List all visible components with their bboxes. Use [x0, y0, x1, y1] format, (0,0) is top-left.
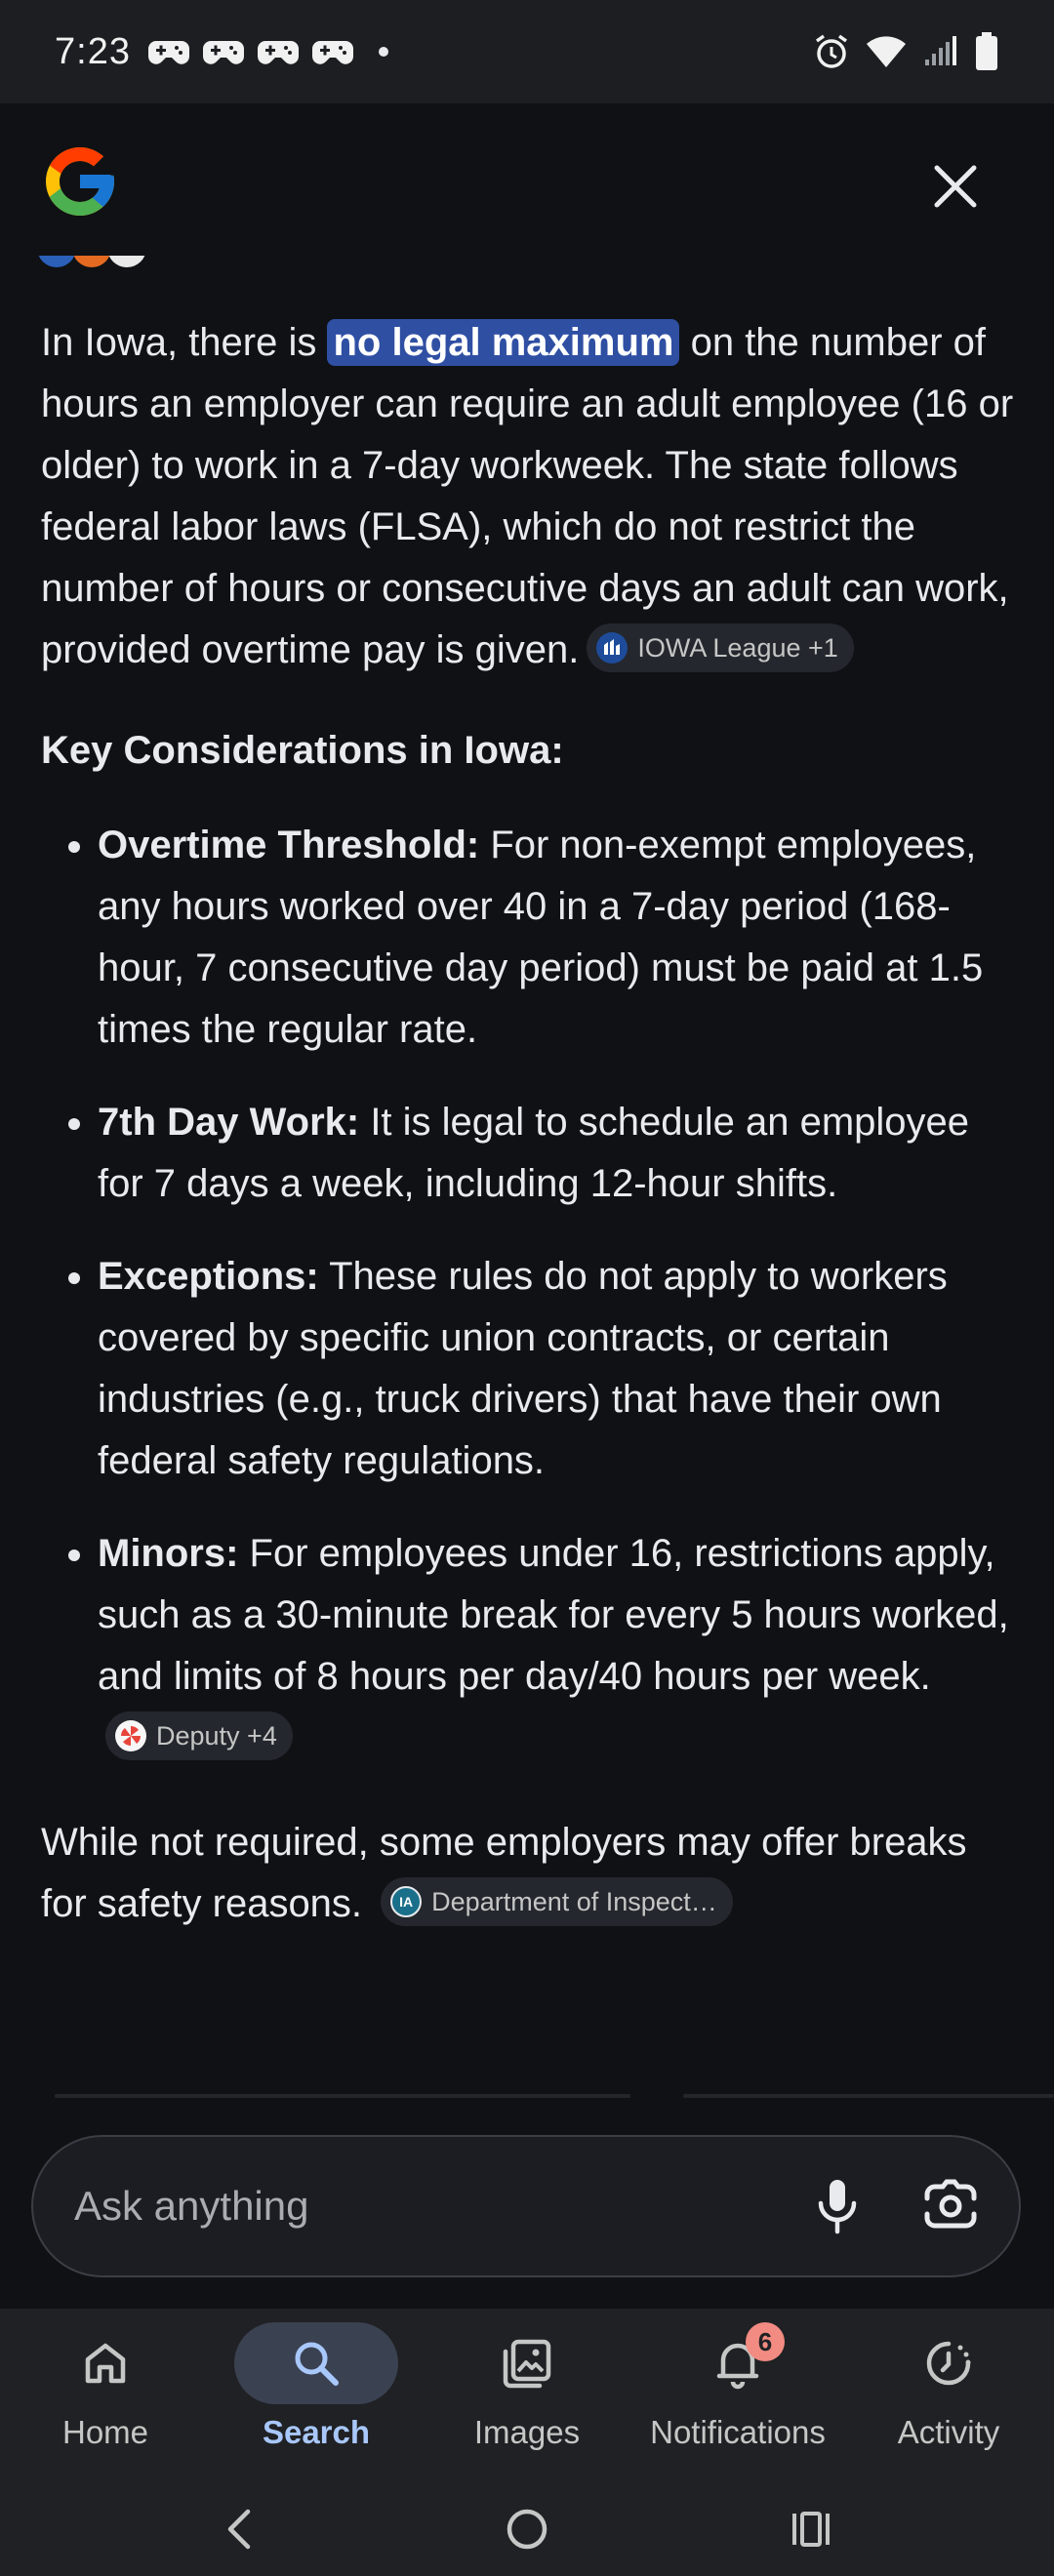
iowa-league-icon: [596, 632, 628, 664]
more-notifications-dot: [379, 47, 388, 57]
source-chip-iowa-league[interactable]: IOWA League +1: [587, 624, 853, 672]
home-circle-icon[interactable]: [506, 2508, 548, 2551]
carousel-divider: [683, 2094, 1054, 2098]
nav-notifications[interactable]: [632, 2322, 843, 2451]
answer-header: [0, 103, 1054, 260]
source-chip-deputy[interactable]: Deputy +4: [105, 1711, 293, 1760]
source-chip-department-inspections[interactable]: IA Department of Inspect…: [381, 1877, 733, 1926]
notification-count-badge: 6: [746, 2322, 785, 2361]
close-icon[interactable]: [927, 158, 984, 215]
google-g-logo: [39, 141, 121, 222]
department-inspections-icon: IA: [390, 1886, 422, 1917]
recent-apps-icon[interactable]: [789, 2510, 833, 2549]
wifi-icon: [865, 32, 908, 71]
nav-search[interactable]: [211, 2322, 422, 2451]
nav-label: Activity: [897, 2414, 1000, 2450]
status-time: 7:23: [55, 30, 131, 72]
closing-paragraph: While not required, some employers may offer breaks for safety reasons. IA Department of Inspect…: [41, 1821, 967, 1925]
nav-images[interactable]: [422, 2322, 632, 2451]
list-item: • Minors: For employees under 16, restrictions apply, such as a 30-minute break for every 5 hours worked, and limits of 8 hours per day/40 hours per week. Deputy +4: [98, 1523, 1017, 1769]
search-icon: [290, 2337, 343, 2390]
status-right-icons: [812, 31, 999, 72]
alarm-icon: [812, 32, 851, 71]
nav-activity[interactable]: [843, 2322, 1054, 2451]
bottom-nav: [0, 2309, 1054, 2576]
activity-icon: [921, 2336, 976, 2391]
carousel-divider: [55, 2094, 630, 2098]
home-icon: [80, 2338, 131, 2389]
nav-label: Notifications: [650, 2414, 826, 2450]
nav-label: Images: [473, 2414, 581, 2450]
intro-paragraph: In Iowa, there is no legal maximum on the number of hours an employer can require an adult employee (16 or older) to work in a 7-day workweek. The state follows federal labor laws (FLSA), which do not restrict the number of hours or consecutive days an adult can work, provided overtime pay is given. IOWA League +1: [41, 321, 1014, 671]
game-controller-icon: [258, 35, 299, 68]
source-avatars-peek: [35, 256, 152, 273]
game-controller-icon: [203, 35, 244, 68]
considerations-list: [41, 815, 1017, 1769]
list-item: • Overtime Threshold: For non-exempt employees, any hours worked over 40 in a 7-day period (168-hour, 7 consecutive day period) must be paid at 1.5 times the regular rate.: [98, 815, 1017, 1061]
nav-home[interactable]: [0, 2322, 211, 2451]
deputy-icon: [115, 1720, 146, 1751]
key-considerations-heading: Key Considerations in Iowa:: [41, 729, 564, 772]
cell-signal-icon: [921, 32, 960, 71]
game-controller-icon: [148, 35, 189, 68]
battery-icon: [974, 31, 999, 72]
ask-input[interactable]: [72, 2182, 812, 2231]
notification-icons: [148, 35, 388, 68]
game-controller-icon: [312, 35, 353, 68]
google-lens-icon[interactable]: [921, 2177, 980, 2235]
back-icon[interactable]: [221, 2508, 260, 2551]
status-bar: [0, 0, 1054, 103]
nav-label: Home: [61, 2414, 149, 2450]
nav-label: Search: [262, 2414, 371, 2450]
list-item: • 7th Day Work: It is legal to schedule an employee for 7 days a week, including 12-hour shifts.: [98, 1092, 1017, 1215]
ai-answer-content: [41, 312, 1017, 1935]
highlighted-phrase: no legal maximum: [327, 319, 679, 366]
microphone-icon[interactable]: [812, 2178, 863, 2234]
images-icon: [500, 2336, 554, 2391]
ask-bar: [31, 2135, 1021, 2277]
list-item: • Exceptions: These rules do not apply to workers covered by specific union contracts, or certain industries (e.g., truck drivers) that have their own federal safety regulations.: [98, 1246, 1017, 1492]
system-navigation: [0, 2478, 1054, 2576]
